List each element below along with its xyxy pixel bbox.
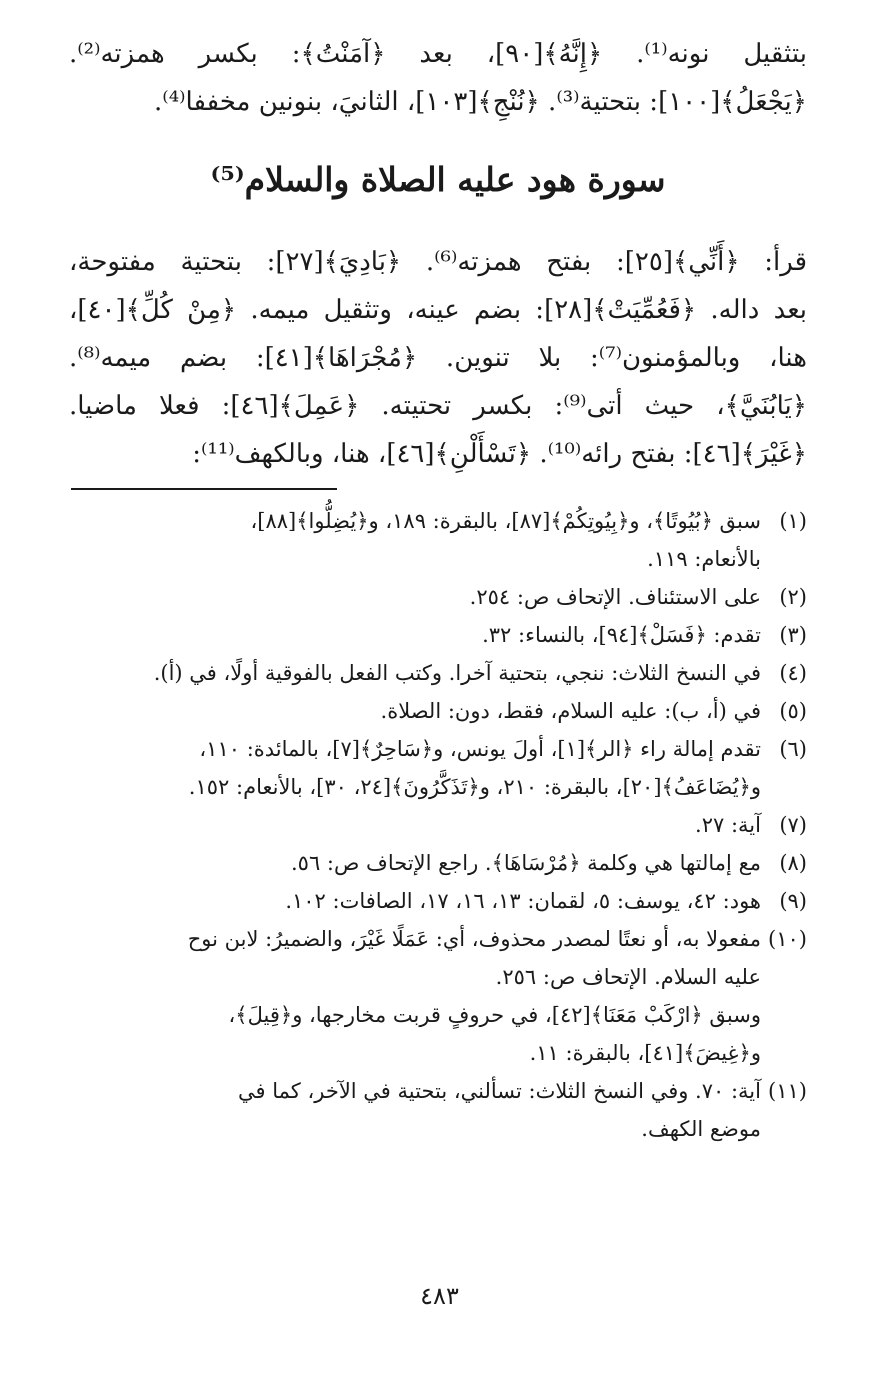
footnote-line: في (أ، ب): عليه السلام، فقط، دون: الصلاة. — [380, 699, 761, 723]
footnote-separator-wrap — [69, 478, 807, 490]
text-line: ﴿يَجْعَلُ﴾[١٠٠]: بتحتية⁽³⁾. ﴿نُنْجِ﴾[١٠٣]، الثانيَ، بنونين مخففا⁽⁴⁾. — [154, 87, 807, 117]
footnote-line: و﴿يُضَاعَفُ﴾[٢٠]، بالبقرة: ٢١٠، و﴿تَذَكَّرُونَ﴾[٢٤، ٣٠]، بالأنعام: ١٥٢. — [188, 775, 761, 799]
footnote-number: (١٠) — [768, 927, 807, 951]
footnote-line: تقدم إمالة راء ﴿الر﴾[١]، أولَ يونس، و﴿سَاحِرٌ﴾[٧]، بالمائدة: ١١٠، — [199, 737, 761, 761]
footnote-6 — [69, 730, 807, 806]
footnote-2 — [69, 578, 807, 616]
footnote-separator — [71, 488, 337, 490]
footnote-5 — [69, 692, 807, 730]
text-line: ﴿غَيْرَ﴾[٤٦]: بفتح رائه⁽¹⁰⁾. ﴿تَسْأَلْنِ﴾[٤٦]، هنا، وبالكهف⁽¹¹⁾: — [192, 439, 807, 469]
footnote-9 — [69, 882, 807, 920]
text-line: بتثقيل نونه⁽¹⁾. ﴿إِنَّهُ﴾[٩٠]، بعد ﴿آمَنْتُ﴾: بكسر همزته⁽²⁾. — [69, 39, 807, 69]
footnote-line: هود: ٤٢، يوسف: ٥، لقمان: ١٣، ١٦، ١٧، الصافات: ١٠٢. — [285, 889, 761, 913]
footnote-8 — [69, 844, 807, 882]
page-number: ٤٨٣ — [420, 1282, 459, 1310]
footnotes — [69, 502, 807, 1148]
text-line: ﴿يَابُنَيَّ﴾، حيث أتى⁽⁹⁾: بكسر تحتيته. ﴿عَمِلَ﴾[٤٦]: فعلا ماضيا. — [69, 391, 807, 421]
footnote-10 — [69, 920, 807, 1072]
footnote-line: في النسخ الثلاث: ننجي، بتحتية آخرا. وكتب الفعل بالفوقية أولًا، في (أ). — [153, 661, 761, 685]
footnote-number: (٨) — [779, 851, 807, 875]
footnote-line: سبق ﴿بُيُوتًا﴾، و﴿بِيُوتِكُمْ﴾[٨٧]، بالبقرة: ١٨٩، و﴿يُضِلُّوا﴾[٨٨]، — [250, 509, 761, 533]
footnote-1 — [69, 502, 807, 578]
surah-title: سورة هود عليه الصلاة والسلام⁽⁵⁾ — [210, 160, 666, 199]
footnote-line: مفعولا به، أو نعتًا لمصدر محذوف، أي: عَمَلًا غَيْرَ، والضميرُ: لابن نوح — [187, 927, 761, 951]
text-line: هنا، وبالمؤمنون⁽⁷⁾: بلا تنوين. ﴿مُجْرَاهَا﴾[٤١]: بضم ميمه⁽⁸⁾. — [69, 343, 807, 373]
footnote-4 — [69, 654, 807, 692]
footnote-number: (١) — [779, 509, 807, 533]
footnote-line: آية: ٧٠. وفي النسخ الثلاث: تسألني، بتحتية في الآخر، كما في — [238, 1079, 761, 1103]
footnote-number: (٩) — [779, 889, 807, 913]
footnote-number: (٢) — [779, 585, 807, 609]
footnote-number: (٦) — [779, 737, 807, 761]
footnote-number: (٣) — [779, 623, 807, 647]
footnote-number: (٧) — [779, 813, 807, 837]
footnote-line: آية: ٢٧. — [695, 813, 761, 837]
footnote-line: على الاستئناف. الإتحاف ص: ٢٥٤. — [469, 585, 761, 609]
footnote-3 — [69, 616, 807, 654]
footnote-line: عليه السلام. الإتحاف ص: ٢٥٦. — [495, 965, 761, 989]
footnote-7 — [69, 806, 807, 844]
footnote-line: و﴿غِيضَ﴾[٤١]، بالبقرة: ١١. — [529, 1041, 761, 1065]
footnote-number: (٥) — [779, 699, 807, 723]
text-line: بعد داله. ﴿فَعُمِّيَتْ﴾[٢٨]: بضم عينه، وتثقيل ميمه. ﴿مِنْ كُلِّ﴾[٤٠]، — [69, 295, 807, 325]
top-text-block — [69, 30, 807, 126]
footnote-line: بالأنعام: ١١٩. — [647, 547, 761, 571]
footnote-11 — [69, 1072, 807, 1148]
footnote-line: مع إمالتها هي وكلمة ﴿مُرْسَاهَا﴾. راجع الإتحاف ص: ٥٦. — [290, 851, 761, 875]
footnote-line: وسبق ﴿ارْكَبْ مَعَنَا﴾[٤٢]، في حروفٍ قربت مخارجها، و﴿قِيلَ﴾، — [228, 1003, 761, 1027]
footnote-number: (٤) — [779, 661, 807, 685]
footnote-line: موضع الكهف. — [641, 1117, 761, 1141]
footnote-number: (١١) — [768, 1079, 807, 1103]
page-content — [69, 30, 807, 1148]
main-text-block — [69, 238, 807, 478]
text-line: قرأ: ﴿أَنِّي﴾[٢٥]: بفتح همزته⁽⁶⁾. ﴿بَادِيَ﴾[٢٧]: بتحتية مفتوحة، — [69, 247, 807, 277]
footnote-line: تقدم: ﴿فَسَلْ﴾[٩٤]، بالنساء: ٣٢. — [482, 623, 761, 647]
